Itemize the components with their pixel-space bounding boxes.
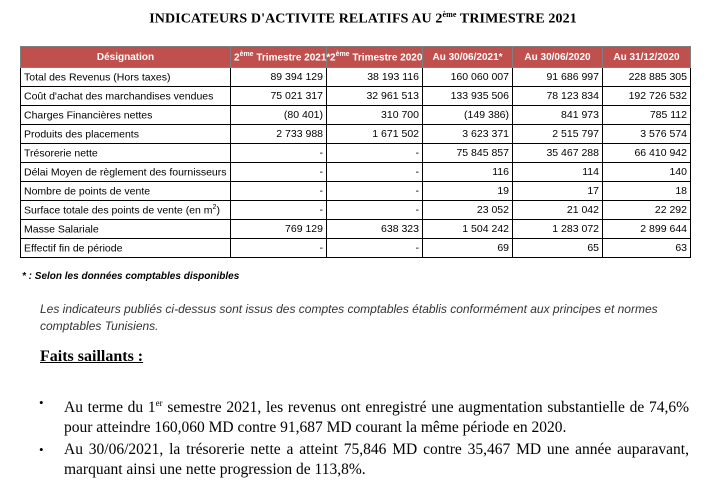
col-header-30-06-2020: Au 30/06/2020 (513, 47, 603, 68)
row-label: Effectif fin de période (21, 239, 231, 258)
table-row (21, 144, 691, 163)
table-cell: 116 (423, 163, 513, 182)
table-cell: - (231, 201, 327, 220)
table-cell: 89 394 129 (231, 68, 327, 87)
table-cell: - (231, 182, 327, 201)
table-row (21, 163, 691, 182)
col-header-designation: Désignation (21, 47, 231, 68)
table-cell: 75 845 857 (423, 144, 513, 163)
col-header-q2-2020: 2ème Trimestre 2020 (327, 47, 423, 68)
table-cell: 78 123 834 (513, 87, 603, 106)
highlights-list (39, 393, 689, 482)
bullet-icon: • (39, 395, 44, 410)
row-label: Masse Salariale (21, 220, 231, 239)
bullet-icon: • (39, 442, 44, 458)
footnote: * : Selon les données comptables disponibles (22, 271, 240, 282)
table-cell: - (327, 144, 423, 163)
table-cell: 66 410 942 (603, 144, 691, 163)
section-heading: Faits saillants : (40, 348, 144, 365)
table-cell: 228 885 305 (603, 68, 691, 87)
table-row (21, 125, 691, 144)
table-cell: 23 052 (423, 201, 513, 220)
table-cell: 140 (603, 163, 691, 182)
table-cell: (80 401) (231, 106, 327, 125)
row-label: Trésorerie nette (21, 144, 231, 163)
table-cell: - (327, 182, 423, 201)
table-cell: 1 283 072 (513, 220, 603, 239)
row-label: Délai Moyen de règlement des fournisseurs (21, 163, 231, 182)
col-header-q2-2021: 2ème Trimestre 2021* (231, 47, 327, 68)
table-cell: - (327, 201, 423, 220)
table-cell: 21 042 (513, 201, 603, 220)
table-row (21, 239, 691, 258)
table-cell: - (231, 144, 327, 163)
table-row (21, 68, 691, 87)
table-cell: 160 060 007 (423, 68, 513, 87)
table-cell: 3 623 371 (423, 125, 513, 144)
table-cell: (149 386) (423, 106, 513, 125)
table-cell: 38 193 116 (327, 68, 423, 87)
table-cell: 91 686 997 (513, 68, 603, 87)
table-cell: 65 (513, 239, 603, 258)
indicators-table (20, 46, 691, 258)
table-row (21, 182, 691, 201)
col-header-31-12-2020: Au 31/12/2020 (603, 47, 691, 68)
table-cell: 75 021 317 (231, 87, 327, 106)
table-cell: 192 726 532 (603, 87, 691, 106)
table-cell: - (231, 239, 327, 258)
table-cell: 69 (423, 239, 513, 258)
row-label: Coût d'achat des marchandises vendues (21, 87, 231, 106)
page-title: INDICATEURS D'ACTIVITE RELATIFS AU 2ème TRIMESTRE 2021 (149, 10, 577, 27)
table-cell: - (231, 163, 327, 182)
table-cell: - (327, 163, 423, 182)
table-cell: 2 515 797 (513, 125, 603, 144)
table-cell: 32 961 513 (327, 87, 423, 106)
table-cell: 785 112 (603, 106, 691, 125)
table-cell: 35 467 288 (513, 144, 603, 163)
table-cell: 2 733 988 (231, 125, 327, 144)
table-cell: 19 (423, 182, 513, 201)
table-cell: - (327, 239, 423, 258)
table-cell: 3 576 574 (603, 125, 691, 144)
table-row (21, 87, 691, 106)
table-cell: 1 504 242 (423, 220, 513, 239)
table-cell: 638 323 (327, 220, 423, 239)
row-label: Nombre de points de vente (21, 182, 231, 201)
table-row (21, 106, 691, 125)
table-cell: 114 (513, 163, 603, 182)
disclaimer-paragraph: Les indicateurs publiés ci-dessus sont issus des comptes comptables établis conformément aux principes et normes comptables Tunisiens. (40, 302, 658, 333)
row-label: Charges Financières nettes (21, 106, 231, 125)
table-cell: 310 700 (327, 106, 423, 125)
col-header-30-06-2021: Au 30/06/2021* (423, 47, 513, 68)
table-cell: 2 899 644 (603, 220, 691, 239)
table-cell: 133 935 506 (423, 87, 513, 106)
table-row (21, 201, 691, 220)
list-item: • Au terme du 1er semestre 2021, les revenus ont enregistré une augmentation substantielle de 74,6% pour atteindre 160,060 MD contre 91,687 MD courant la même période en 2020. (39, 395, 689, 437)
table-cell: 841 973 (513, 106, 603, 125)
table-cell: 22 292 (603, 201, 691, 220)
table-cell: 17 (513, 182, 603, 201)
row-label: Produits des placements (21, 125, 231, 144)
row-label: Surface totale des points de vente (en $m^2$) (21, 201, 231, 220)
table-cell: 63 (603, 239, 691, 258)
table-row (21, 220, 691, 239)
row-label: Total des Revenus (Hors taxes) (21, 68, 231, 87)
table-cell: 1 671 502 (327, 125, 423, 144)
table-header-row (21, 47, 691, 68)
table-cell: 18 (603, 182, 691, 201)
table-cell: 769 129 (231, 220, 327, 239)
list-item: • Au 30/06/2021, la trésorerie nette a atteint 75,846 MD contre 35,467 MD une année auparavant, marquant ainsi une nette progression de 113,8%. (39, 441, 689, 479)
